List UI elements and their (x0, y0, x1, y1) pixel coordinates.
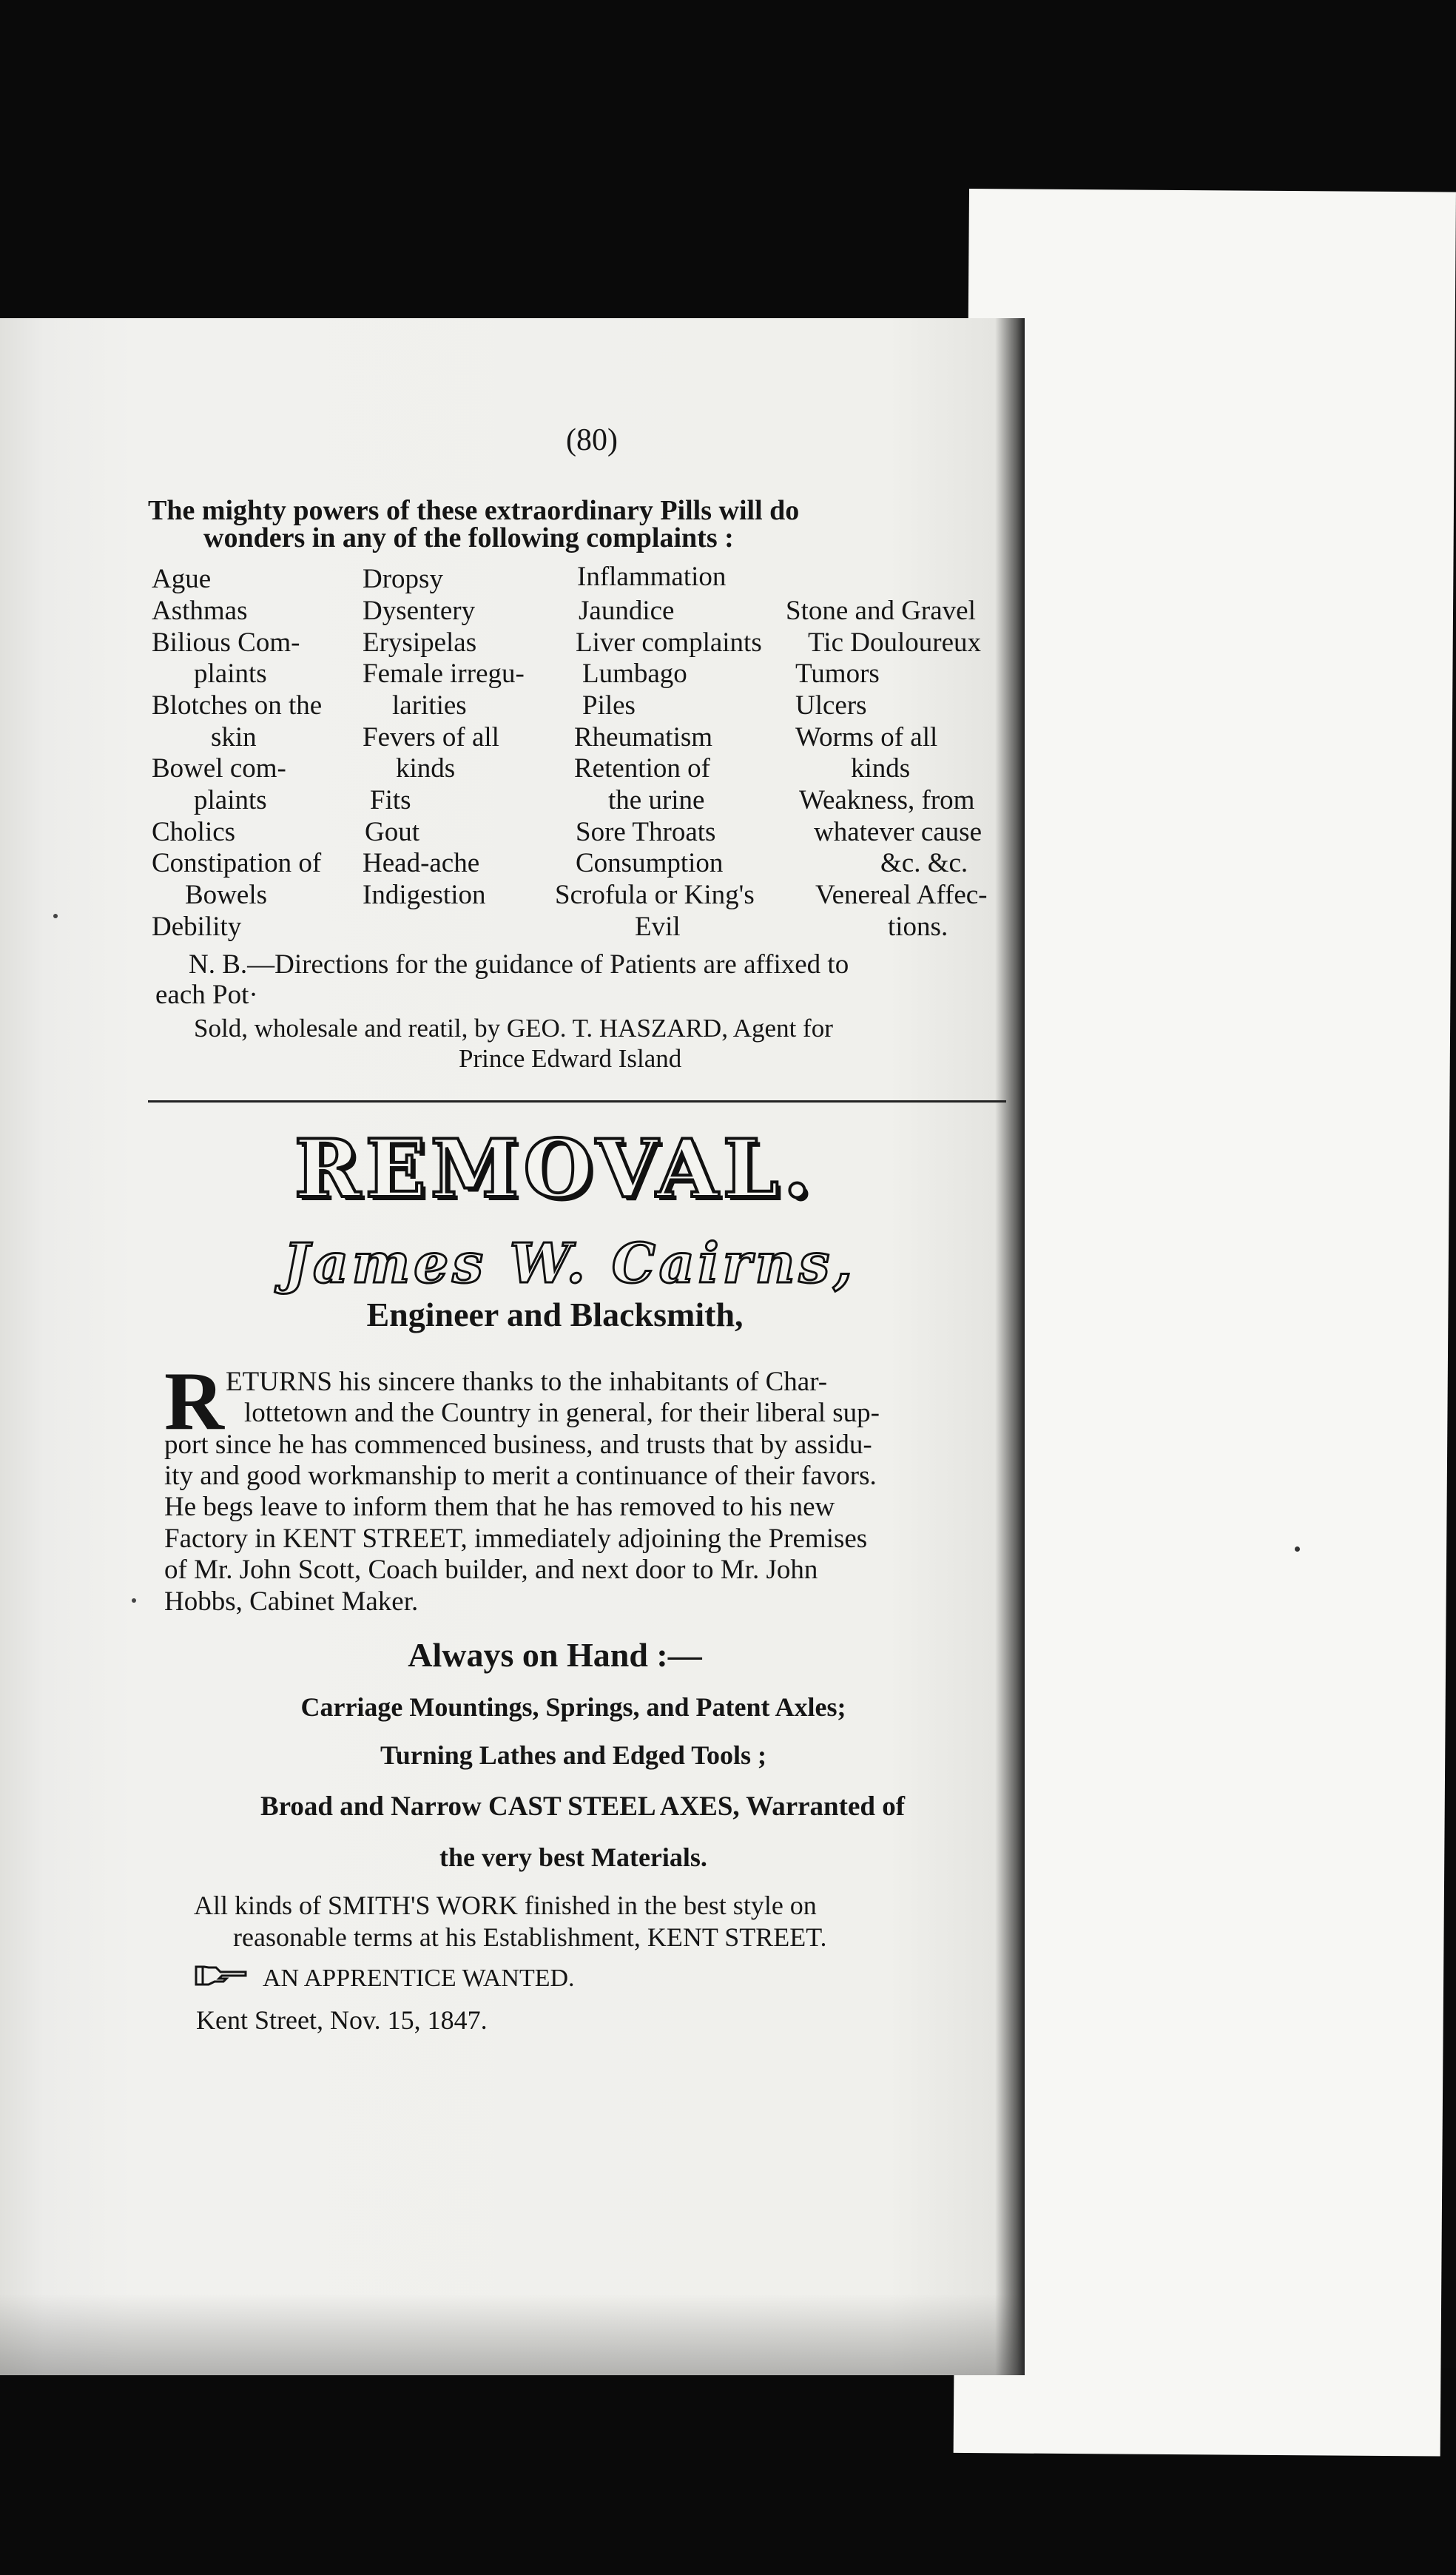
sold-line-2: Prince Edward Island (459, 1044, 682, 1073)
complaint-item: Asthmas (152, 596, 248, 626)
complaint-item: Ulcers (795, 690, 867, 721)
goods-line: Carriage Mountings, Springs, and Patent Axles; (300, 1692, 846, 1722)
always-on-hand-heading: Always on Hand :— (408, 1636, 702, 1674)
nb-line-2: each Pot· (155, 980, 258, 1010)
complaint-item: Rheumatism (574, 722, 713, 753)
pointing-hand-icon (194, 1962, 249, 1987)
page-number: (80) (566, 423, 618, 457)
complaint-item: Inflammation (577, 562, 727, 592)
trade-title: Engineer and Blacksmith, (366, 1296, 744, 1333)
complaint-item: larities (392, 690, 467, 721)
complaint-item: tions. (888, 912, 948, 942)
drop-cap: R (164, 1356, 224, 1447)
complaint-item: Bowel com- (152, 753, 286, 784)
notice-line: ETURNS his sincere thanks to the inhabitants of Char- (226, 1367, 828, 1397)
nb-line-1: N. B.—Directions for the guidance of Patients are affixed to (189, 949, 849, 980)
complaint-item: Piles (582, 690, 636, 721)
section-divider (148, 1100, 1006, 1103)
notice-line: lottetown and the Country in general, for their liberal sup- (244, 1398, 880, 1428)
page-speck (1295, 1546, 1300, 1552)
dateline: Kent Street, Nov. 15, 1847. (196, 2005, 488, 2035)
complaint-item: Lumbago (582, 659, 687, 689)
complaint-item: Bilious Com- (152, 627, 300, 658)
notice-line: Factory in KENT STREET, immediately adjoining the Premises (164, 1524, 868, 1554)
complaint-item: Indigestion (363, 880, 486, 910)
complaint-item: Dysentery (363, 596, 476, 626)
complaint-item: Jaundice (579, 596, 675, 626)
notice-line: He begs leave to inform them that he has removed to his new (164, 1492, 835, 1522)
complaint-item: kinds (851, 753, 911, 784)
complaint-item: Female irregu- (363, 659, 525, 689)
complaint-item: Tic Douloureux (808, 627, 981, 658)
complaint-item: Dropsy (363, 564, 443, 594)
notice-line: Hobbs, Cabinet Maker. (164, 1586, 419, 1617)
notice-line: port since he has commenced business, and trusts that by assidu- (164, 1430, 872, 1460)
notice-line: of Mr. John Scott, Coach builder, and next door to Mr. John (164, 1555, 818, 1585)
goods-line: Turning Lathes and Edged Tools ; (380, 1740, 766, 1770)
apprentice-wanted: AN APPRENTICE WANTED. (263, 1965, 575, 1992)
complaint-item: skin (211, 722, 257, 753)
margin-speck (53, 914, 58, 918)
goods-line: Broad and Narrow CAST STEEL AXES, Warranted of (260, 1791, 906, 1822)
complaint-item: Evil (635, 912, 681, 942)
complaint-item: Cholics (152, 817, 236, 847)
complaint-item: Weakness, from (799, 785, 975, 815)
smith-work-line-2: reasonable terms at his Establishment, KENT STREET. (233, 1922, 827, 1952)
complaint-item: kinds (396, 753, 456, 784)
complaint-item: Liver complaints (576, 627, 762, 658)
removal-heading: REMOVAL. (294, 1122, 816, 1216)
sold-line-1: Sold, wholesale and reatil, by GEO. T. HASZARD, Agent for (194, 1014, 833, 1043)
complaint-item: Retention of (574, 753, 710, 784)
complaint-item: plaints (194, 785, 267, 815)
proprietor-name: James W. Cairns, (283, 1232, 857, 1296)
complaint-item: Worms of all (795, 722, 938, 753)
intro-line-2: wonders in any of the following complaints : (203, 522, 734, 553)
complaint-item: Tumors (795, 659, 880, 689)
complaint-item: Blotches on the (152, 690, 323, 721)
complaint-item: Bowels (185, 880, 267, 910)
goods-line: the very best Materials. (439, 1842, 707, 1872)
complaint-item: Sore Throats (576, 817, 716, 847)
complaint-item: Consumption (576, 848, 724, 878)
complaint-item: Venereal Affec- (815, 880, 988, 910)
complaint-item: Ague (152, 564, 212, 594)
complaint-item: Erysipelas (363, 627, 477, 658)
complaint-item: the urine (608, 785, 705, 815)
complaint-item: Gout (365, 817, 419, 847)
facing-blank-page (954, 189, 1456, 2457)
complaint-item: &c. &c. (880, 848, 968, 878)
complaint-item: Constipation of (152, 848, 322, 878)
intro-line-1: The mighty powers of these extraordinary Pills will do (148, 495, 800, 526)
complaint-item: Debility (152, 912, 242, 942)
notice-line: ity and good workmanship to merit a continuance of their favors. (164, 1461, 877, 1491)
complaint-item: Stone and Gravel (786, 596, 976, 626)
complaint-item: Fevers of all (363, 722, 499, 753)
complaint-item: plaints (194, 659, 267, 689)
complaint-item: whatever cause (814, 817, 983, 847)
smith-work-line-1: All kinds of SMITH'S WORK finished in the best style on (194, 1891, 817, 1920)
complaint-item: Scrofula or King's (555, 880, 755, 910)
margin-speck (132, 1598, 136, 1603)
complaint-item: Fits (370, 785, 411, 815)
complaint-item: Head-ache (363, 848, 480, 878)
